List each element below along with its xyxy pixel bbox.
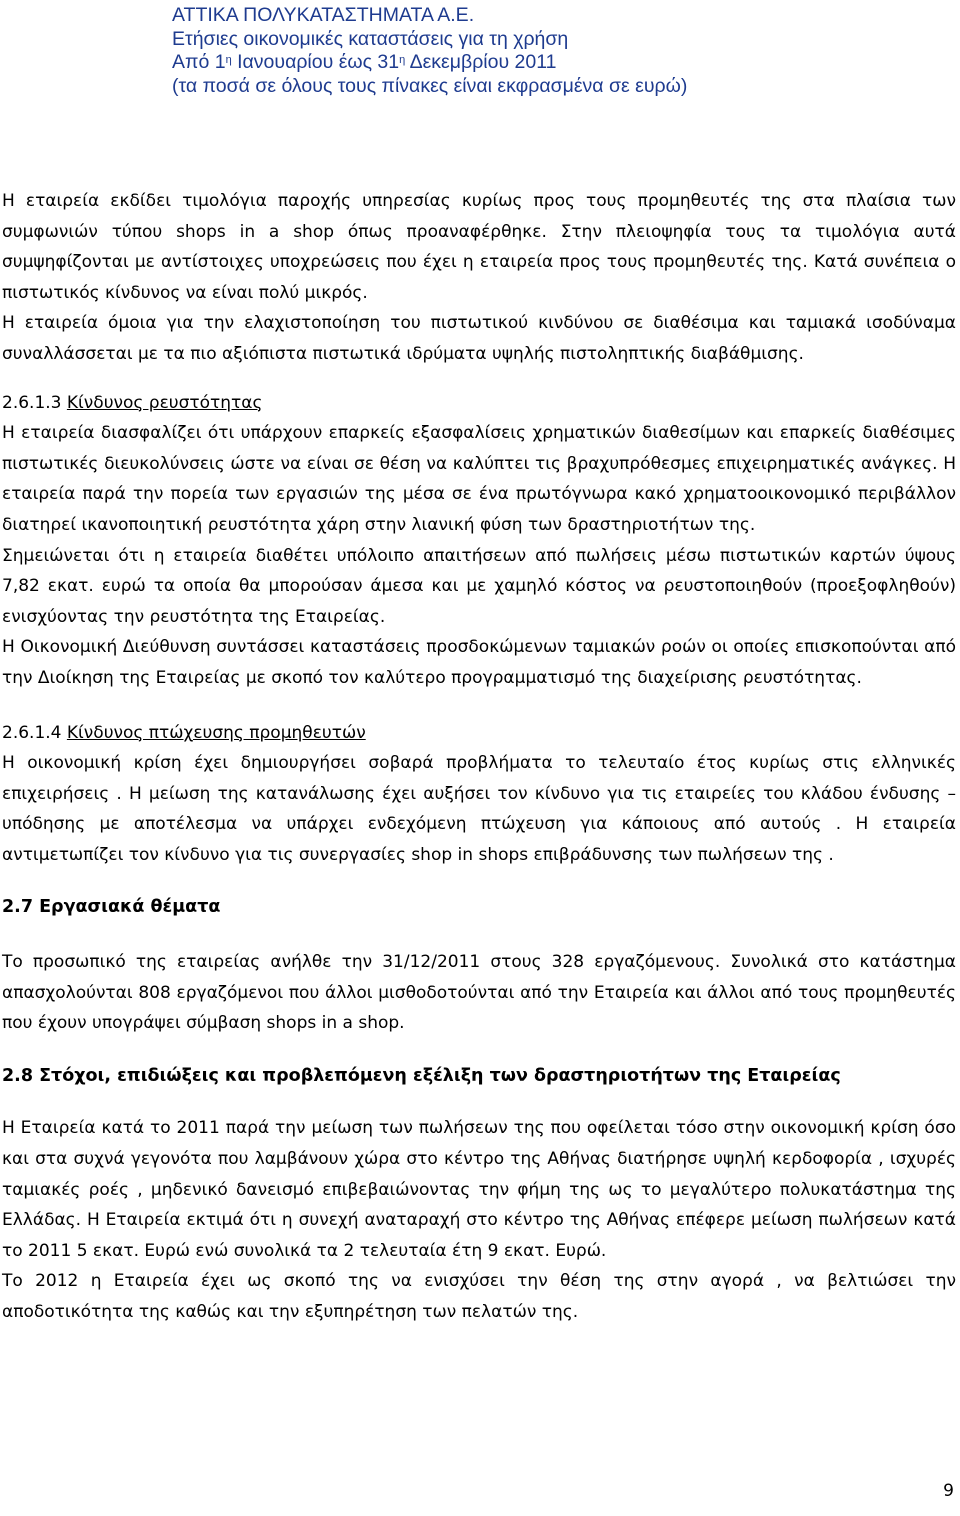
period-middle: Ιανουαρίου έως 31	[231, 51, 400, 73]
supplier-risk-paragraph: Η οικονομική κρίση έχει δημιουργήσει σοβαρά προβλήματα το τελευταίο έτος κυρίως στις ελληνικές επιχειρήσεις . Η μείωση της κατανάλωσης έχει αυξήσει τον κίνδυνο για τις εταιρείες του κλάδου ένδυσης – υπόδησης με αποτέλεσμα να υπάρχει ενδεχόμενη πτώχευση για κάποιους από αυτούς . Η εταιρεία αντιμετωπίζει τον κίνδυνο για τις συνεργασίες shop in shops επιβράδυνσης των πωλήσεων της .	[2, 753, 956, 865]
section-heading-goals: 2.8 Στόχοι, επιδιώξεις και προβλεπόμενη εξέλιξη των δραστηριοτήτων της Εταιρείας	[2, 1065, 841, 1086]
company-name: ΑΤΤΙΚΑ ΠΟΛΥΚΑΤΑΣΤΗΜΑΤΑ Α.Ε.	[172, 4, 475, 26]
report-period	[172, 51, 952, 75]
section-number: 2.6.1.4	[2, 722, 67, 743]
document-header	[172, 4, 952, 98]
credit-risk-paragraph-1: Η εταιρεία εκδίδει τιμολόγια παροχής υπηρεσίας κυρίως προς τους προμηθευτές της στα πλαίσια των συμφωνιών τύπου shops in a shop όπως προαναφέρθηκε. Στην πλειοψηφία τους τα τιμολόγια αυτά συμψηφίζονται με αντίστοιχες υποχρεώσεις που έχει η εταιρεία προς τους προμηθευτές της. Κατά συνέπεια ο πιστωτικός κίνδυνος να είναι πολύ μικρός.	[2, 191, 956, 303]
period-end: Δεκεμβρίου 2011	[405, 51, 557, 73]
page-number: 9	[943, 1481, 954, 1501]
labor-paragraph: Το προσωπικό της εταιρείας ανήλθε την 31/12/2011 στους 328 εργαζόμενους. Συνολικά στο κατάστημα απασχολούνται 808 εργαζόμενοι που άλλοι μισθοδοτούνται από την Εταιρεία και άλλοι από τους προμηθευτές που έχουν υπογράψει σύμβαση shops in a shop.	[2, 952, 956, 1034]
section-title: Κίνδυνος πτώχευσης προμηθευτών	[66, 722, 366, 743]
period-start: Από 1	[172, 51, 226, 73]
liquidity-paragraph-3: Η Οικονομική Διεύθυνση συντάσσει καταστάσεις προσδοκώμενων ταμιακών ροών οι οποίες επισκοπούνται από την Διοίκηση της Εταιρείας με σκοπό τον καλύτερο προγραμματισμό της διαχείρισης ρευστότητας.	[2, 637, 956, 688]
report-subtitle: Ετήσιες οικονομικές καταστάσεις για τη χρήση	[172, 27, 569, 50]
section-title: Κίνδυνος ρευστότητας	[66, 392, 263, 413]
section-heading-labor: 2.7 Εργασιακά θέματα	[2, 897, 221, 918]
section-heading-supplier-bankruptcy	[2, 718, 956, 749]
goals-paragraph-2: Το 2012 η Εταιρεία έχει ως σκοπό της να ενισχύσει την θέση της στην αγορά , να βελτιώσει την αποδοτικότητα της καθώς και την εξυπηρέτηση των πελατών της.	[2, 1271, 956, 1322]
liquidity-paragraph-1: Η εταιρεία διασφαλίζει ότι υπάρχουν επαρκείς εξασφαλίσεις χρηματικών διαθεσίμων και επαρκείς διαθέσιμες πιστωτικές διευκολύνσεις ώστε να είναι σε θέση να καλύπτει τις βραχυπρόθεσμες επιχειρηματικές ανάγκες. Η εταιρεία παρά την πορεία των εργασιών της μέσα σε ένα πρωτόγνωρα κακό χρηματοοικονομικό περιβάλλον διατηρεί ικανοποιητική ρευστότητα χάρη στην λιανική φύση των δραστηριοτήτων της.	[2, 423, 956, 535]
goals-paragraph-1: Η Εταιρεία κατά το 2011 παρά την μείωση των πωλήσεων της που οφείλεται τόσο στην οικονομική κρίση όσο και στα συχνά γεγονότα που λαμβάνουν χώρα στο κέντρο της Αθήνας διατήρησε υψηλή κερδοφορία , ισχυρές ταμιακές ροές , μηδενικό δανεισμό επιβεβαιώνοντας την φήμη της ως το μεγαλύτερο πολυκατάστημα της Ελλάδας. Η Εταιρεία εκτιμά ότι η συνεχή αναταραχή στο κέντρο της Αθήνας επέφερε μείωση πωλήσεων κατά το 2011 5 εκατ. Ευρώ ενώ συνολικά τα 2 τελευταία έτη 9 εκατ. Ευρώ.	[2, 1118, 956, 1261]
liquidity-paragraph-2: Σημειώνεται ότι η εταιρεία διαθέτει υπόλοιπο απαιτήσεων από πωλήσεις μέσω πιστωτικών καρτών ύψους 7,82 εκατ. ευρώ τα οποία θα μπορούσαν άμεσα και με χαμηλό κόστος να ρευστοποιηθούν (προεξοφληθούν) ενισχύοντας την ρευστότητα της Εταιρείας.	[2, 545, 956, 627]
currency-note: (τα ποσά σε όλους τους πίνακες είναι εκφρασμένα σε ευρώ)	[172, 74, 688, 97]
period-sup-1: η	[225, 54, 232, 66]
period-sup-2: η	[399, 54, 406, 66]
section-number: 2.6.1.3	[2, 392, 67, 413]
credit-risk-paragraph-2: Η εταιρεία όμοια για την ελαχιστοποίηση του πιστωτικού κινδύνου σε διαθέσιμα και ταμιακά ισοδύναμα συναλλάσσεται με τα πιο αξιόπιστα πιστωτικά ιδρύματα υψηλής πιστοληπτικής διαβάθμισης.	[2, 313, 956, 364]
document-body	[2, 186, 956, 1328]
section-heading-liquidity-risk	[2, 388, 956, 419]
